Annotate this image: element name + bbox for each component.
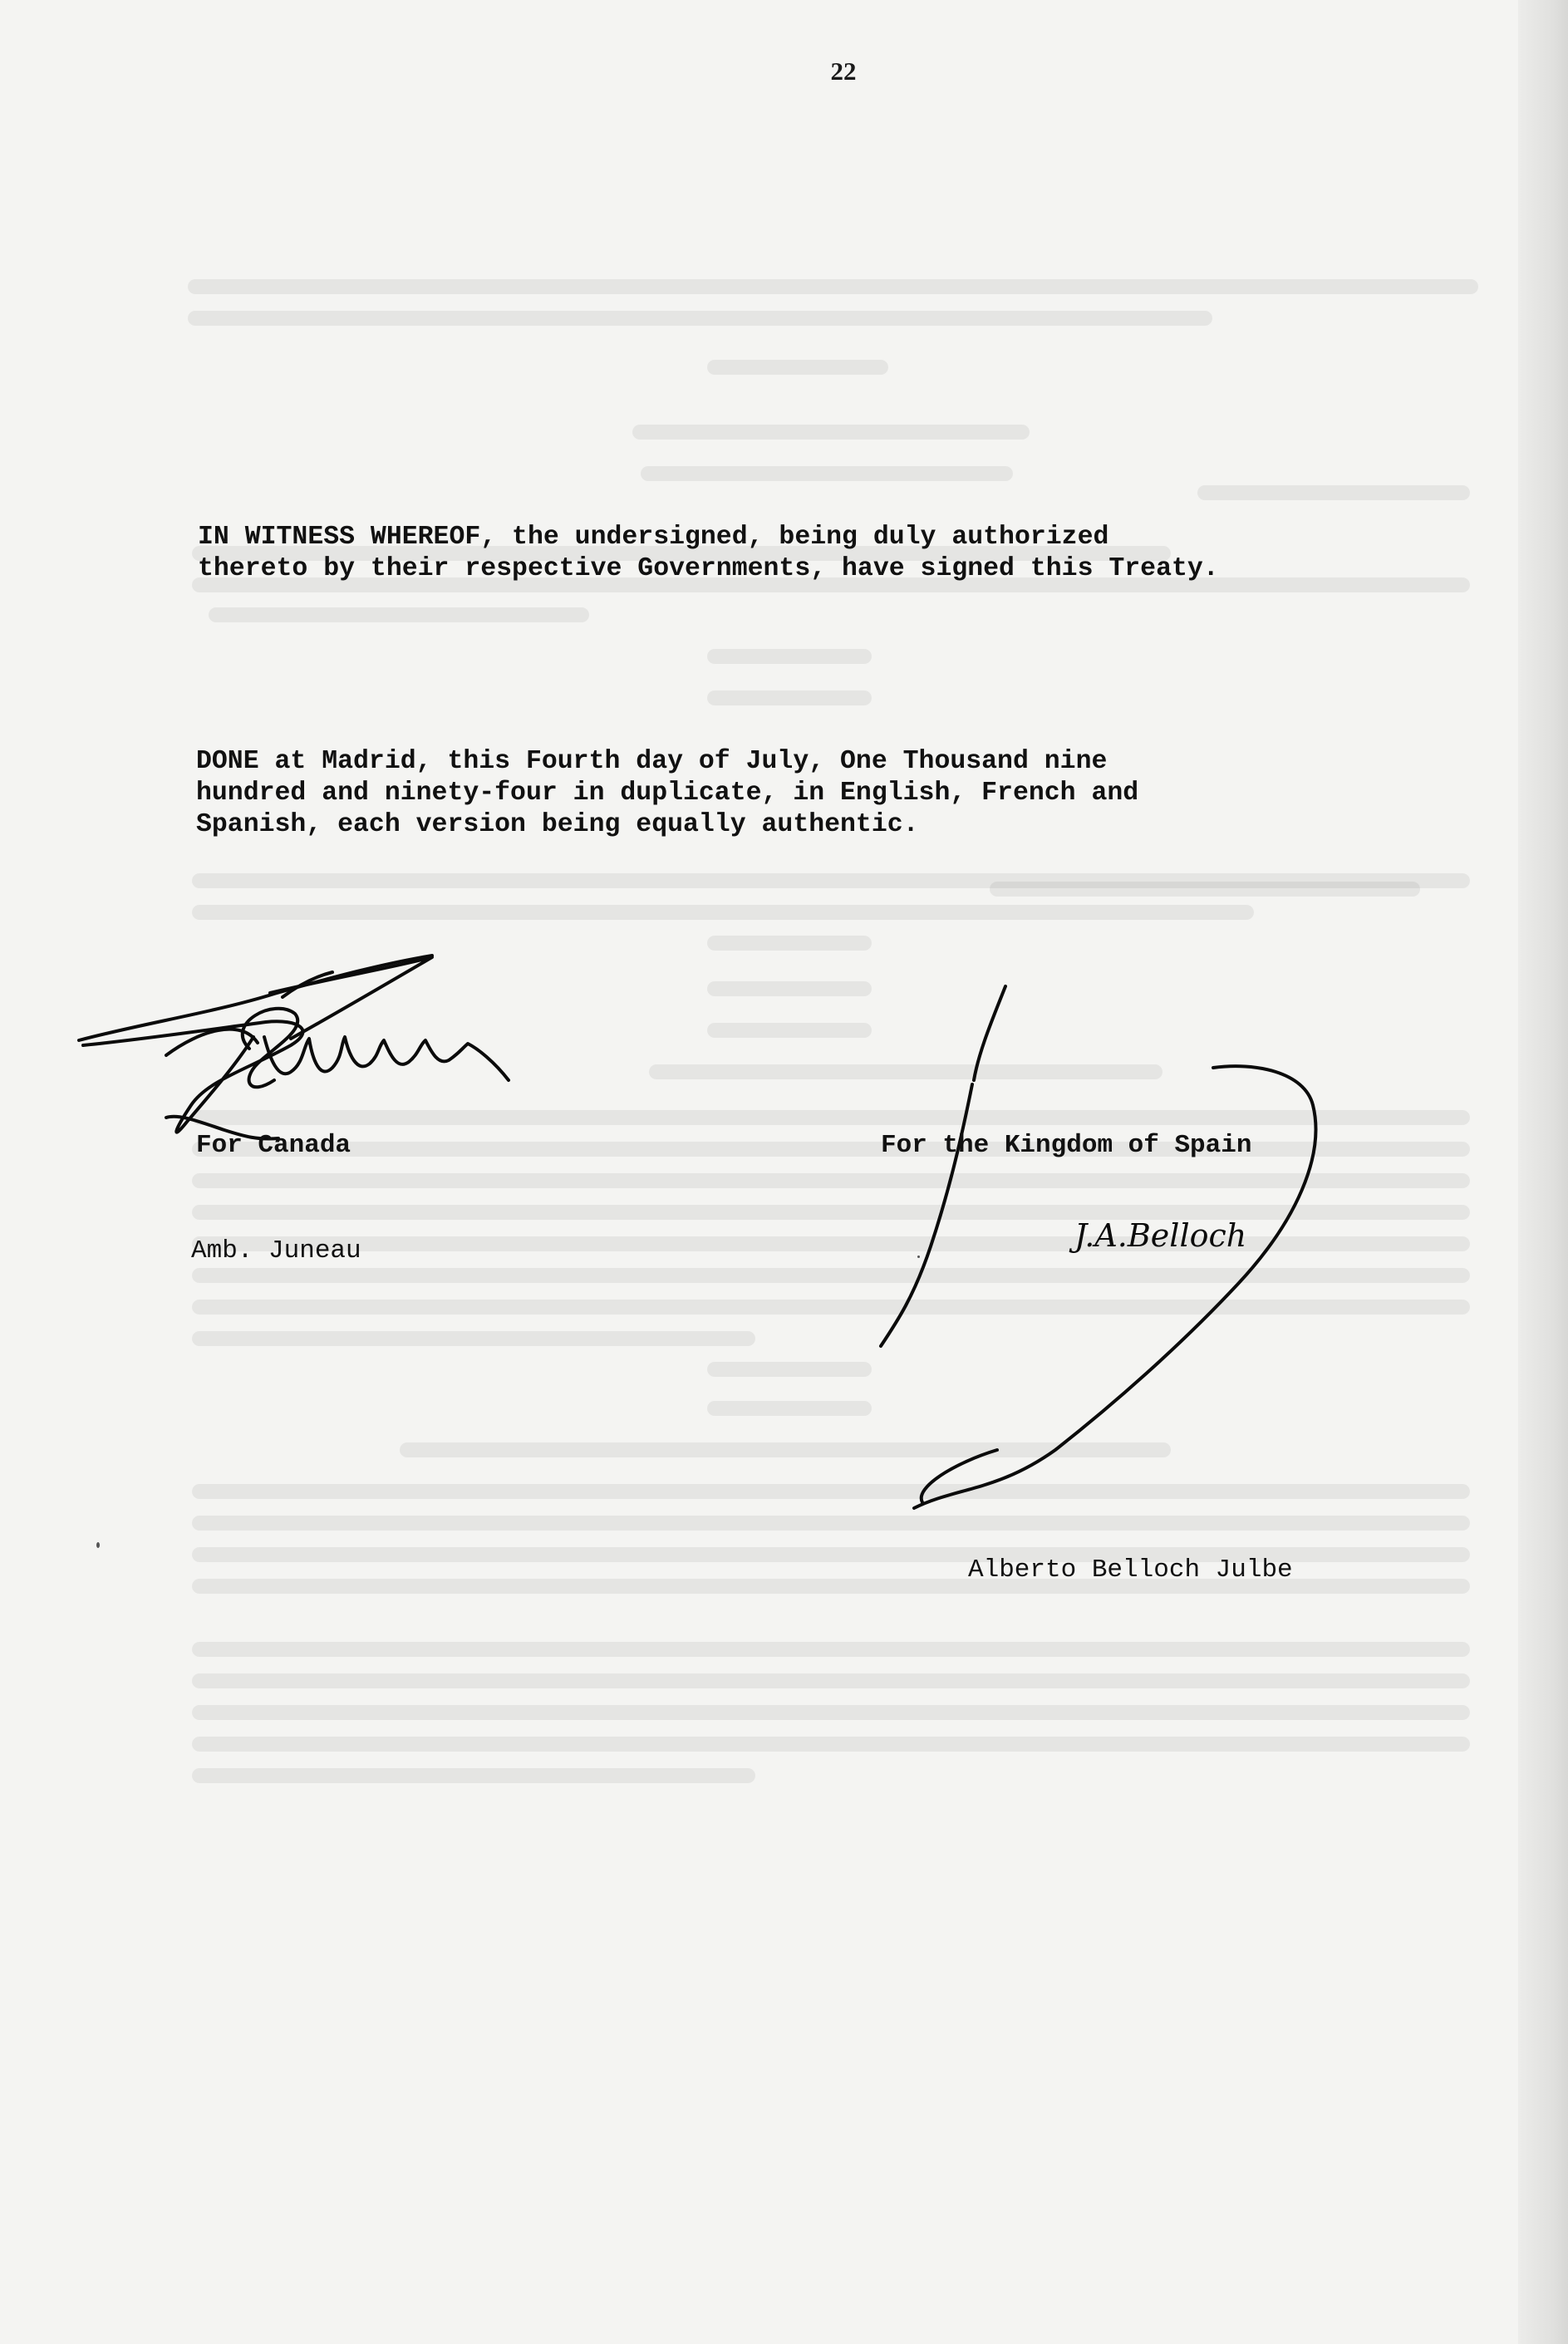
paper-speck bbox=[96, 1542, 100, 1548]
canada-signature-caption: For Canada bbox=[196, 1131, 351, 1160]
witness-clause: IN WITNESS WHEREOF, the undersigned, being duly authorized thereto by their respective Governments, have signed this Treaty. bbox=[198, 523, 1219, 583]
paper-speck bbox=[917, 1256, 920, 1258]
done-clause: DONE at Madrid, this Fourth day of July, One Thousand nine hundred and ninety-four in duplicate, in English, French and Spanish, each version being equally authentic. bbox=[196, 747, 1139, 839]
spain-initials: J.A.Belloch bbox=[1074, 1217, 1247, 1254]
page-number: 22 bbox=[830, 57, 857, 86]
spain-signature-caption: For the Kingdom of Spain bbox=[881, 1131, 1252, 1160]
canada-signatory-name: Amb. Juneau bbox=[191, 1236, 361, 1265]
spain-signatory-name: Alberto Belloch Julbe bbox=[968, 1555, 1293, 1585]
